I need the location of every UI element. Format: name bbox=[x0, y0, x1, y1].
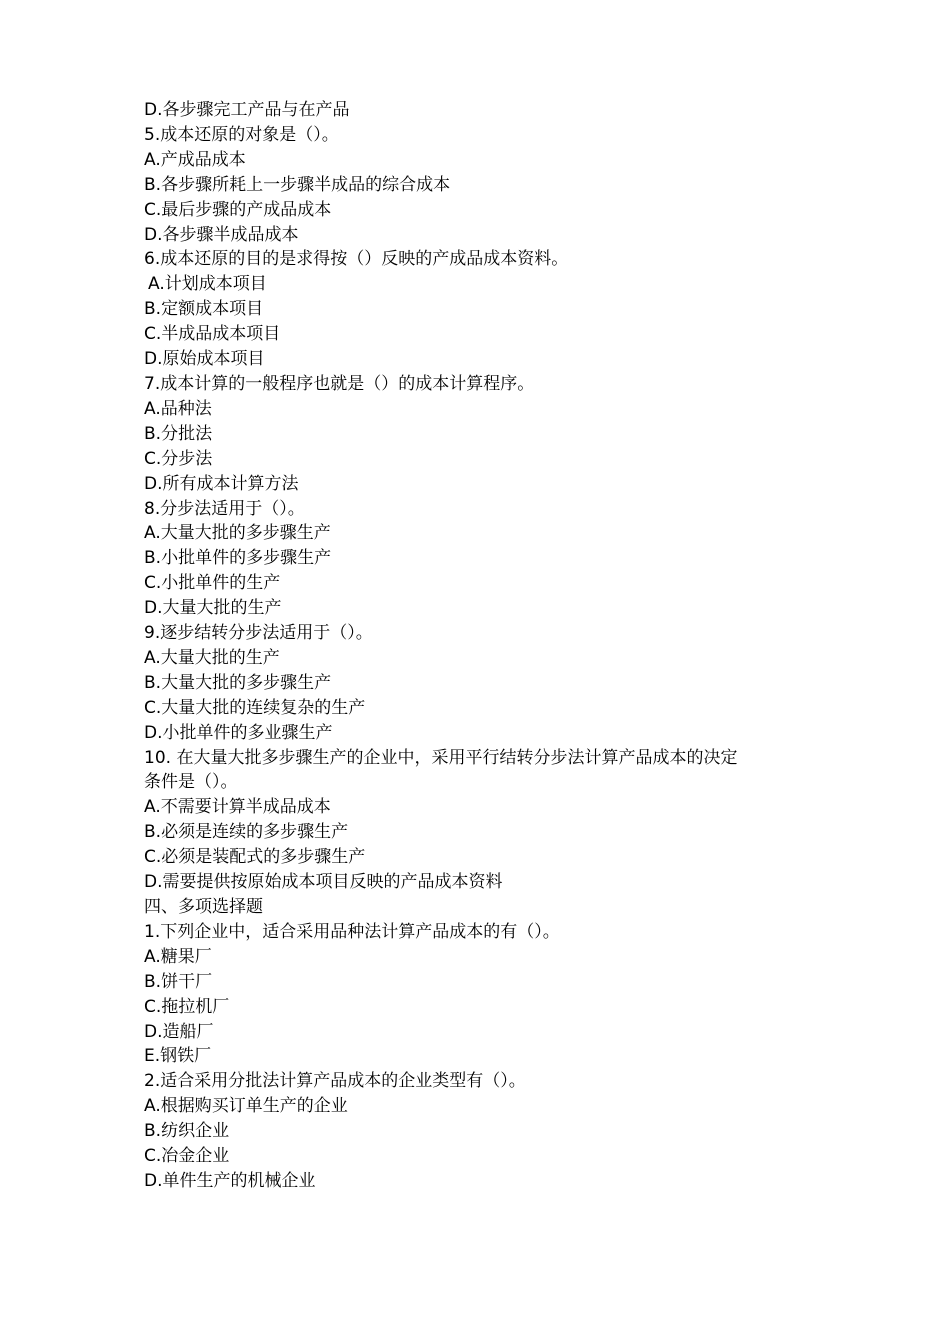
option-line: B.饼干厂 bbox=[144, 971, 213, 992]
option-line: B.各步骤所耗上一步骤半成品的综合成本 bbox=[144, 174, 451, 195]
question-line: 10. 在大量大批多步骤生产的企业中，采用平行结转分步法计算产品成本的决定 bbox=[144, 747, 738, 768]
option-line: A.根据购买订单生产的企业 bbox=[144, 1096, 348, 1117]
option-line: C.最后步骤的产成品成本 bbox=[144, 199, 332, 220]
option-line: C.分步法 bbox=[144, 448, 213, 469]
option-line: D.大量大批的生产 bbox=[144, 598, 282, 619]
option-line: B.小批单件的多步骤生产 bbox=[144, 548, 332, 569]
option-line: C.半成品成本项目 bbox=[144, 324, 281, 345]
option-line: D.原始成本项目 bbox=[144, 349, 265, 370]
option-line: B.纺织企业 bbox=[144, 1121, 230, 1142]
option-line: E.钢铁厂 bbox=[144, 1046, 212, 1067]
option-line: A.不需要计算半成品成本 bbox=[144, 797, 331, 818]
question-line: 6.成本还原的目的是求得按（）反映的产成品成本资料。 bbox=[144, 249, 569, 270]
option-line: A.大量大批的生产 bbox=[144, 647, 280, 668]
option-line: C.拖拉机厂 bbox=[144, 996, 230, 1017]
option-line: D.各步骤完工产品与在产品 bbox=[144, 100, 350, 120]
option-line: D.造船厂 bbox=[144, 1021, 214, 1042]
document-body bbox=[144, 98, 814, 1194]
question-line-continued: 条件是（）。 bbox=[144, 772, 238, 793]
option-line: C.小批单件的生产 bbox=[144, 573, 281, 594]
option-line: C.大量大批的连续复杂的生产 bbox=[144, 697, 366, 718]
option-line: D.所有成本计算方法 bbox=[144, 473, 299, 494]
option-line: B.分批法 bbox=[144, 423, 213, 444]
option-line: A.品种法 bbox=[144, 398, 212, 419]
question-line: 7.成本计算的一般程序也就是（）的成本计算程序。 bbox=[144, 373, 535, 394]
option-line: A.大量大批的多步骤生产 bbox=[144, 523, 331, 544]
option-line: B.必须是连续的多步骤生产 bbox=[144, 822, 349, 843]
option-line: A.糖果厂 bbox=[144, 946, 212, 967]
option-line: C.冶金企业 bbox=[144, 1146, 230, 1167]
option-line: B.定额成本项目 bbox=[144, 299, 264, 320]
option-line: A.产成品成本 bbox=[144, 149, 246, 170]
question-line: 1.下列企业中，适合采用品种法计算产品成本的有（）。 bbox=[144, 921, 560, 942]
option-line: D.各步骤半成品成本 bbox=[144, 224, 299, 245]
option-line: B.大量大批的多步骤生产 bbox=[144, 672, 332, 693]
section-heading: 四、多项选择题 bbox=[144, 897, 263, 917]
option-line: D.小批单件的多业骤生产 bbox=[144, 722, 333, 743]
option-line: D.需要提供按原始成本项目反映的产品成本资料 bbox=[144, 872, 503, 893]
question-line: 9.逐步结转分步法适用于（）。 bbox=[144, 623, 373, 644]
question-line: 2.适合采用分批法计算产品成本的企业类型有（）。 bbox=[144, 1071, 526, 1092]
question-line: 5.成本还原的对象是（）。 bbox=[144, 124, 339, 145]
option-line: A.计划成本项目 bbox=[148, 274, 267, 295]
option-line: C.必须是装配式的多步骤生产 bbox=[144, 847, 366, 868]
question-line: 8.分步法适用于（）。 bbox=[144, 498, 305, 519]
option-line: D.单件生产的机械企业 bbox=[144, 1170, 316, 1191]
